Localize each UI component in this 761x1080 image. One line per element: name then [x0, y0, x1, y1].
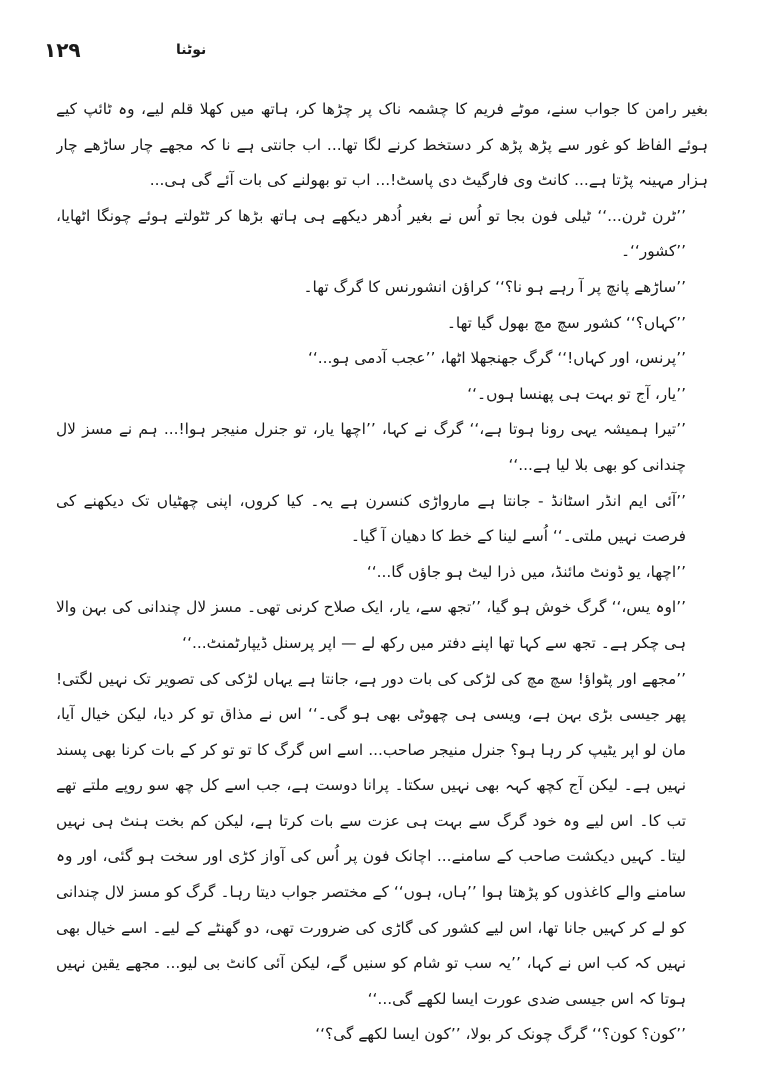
paragraph: بغیر رامن کا جواب سنے، موٹے فریم کا چشمہ ناک پر چڑھا کر، ہاتھ میں کھلا قلم لیے، وہ ٹائپ کیے ہوئے الفاظ کو غور سے پڑھ پڑھ کر دستخط کرنے لگا تھا... اب جانتی ہے نا کہ مجھے چار ساڑھے چار ہزار مہینہ پڑتا ہے... کانٹ وی فارگیٹ دی پاسٹ!... اب تو بھولنے کی بات آئے گی ہی... [56, 100, 708, 190]
paragraph: ’’یار، آج تو بہت ہی پھنسا ہوں۔‘‘ [467, 384, 686, 403]
paragraph: ’’اچھا، یو ڈونٹ مائنڈ، میں ذرا لیٹ ہو جاؤں گا...‘‘ [366, 562, 686, 581]
paragraph: ’’مجھے اور پٹواؤ! سچ مچ کی لڑکی کی بات دور ہے، جانتا ہے یہاں لڑکی کی تصویر تک نہیں لگتی! پھر جیسی بڑی بہن ہے، ویسی ہی چھوٹی بھی ہو گی۔‘‘ اس نے مذاق تو کر دیا، لیکن خیال آیا، مان لو اپر یٹیپ کر رہا ہو؟ جنرل منیجر صاحب... اسے اس گرگ کا تو تو کر کے بات کرنا بھی پسند نہیں ہے۔ لیکن آج کچھ کہہ بھی نہیں سکتا۔ پرانا دوست ہے، جب اسے کل چھ سو روپے ملتے تھے تب کا۔ اس لیے وہ خود گرگ سے بہت ہی عزت سے بات کرتا ہے، لیکن کم بخت ہنٹ ہی نہیں لیتا۔ کہیں دیکشت صاحب کے سامنے... اچانک فون پر اُس کی آواز کڑی اور سخت ہو گئی، اور وہ سامنے والے کاغذوں کو پڑھتا ہوا ’’ہاں، ہوں‘‘ کے مختصر جواب دیتا رہا۔ گرگ کو مسز لال چندانی کو لے کر کہیں جانا تھا، اس لیے کشور کی گاڑی کی ضرورت تھی، دو گھنٹے کے لیے۔ اسے خیال بھی نہیں کہ کب اس نے کہا، ’’یہ سب تو شام کو سنیں گے، لیکن آئی کانٹ بی لیو... مجھے یقین نہیں ہوتا کہ اس جیسی ضدی عورت ایسا لکھے گی...‘‘ [56, 669, 686, 1008]
body-text [56, 92, 708, 1052]
paragraph: ’’کون؟ کون؟‘‘ گرگ چونک کر بولا، ’’کون ایسا لکھے گی؟‘‘ [315, 1025, 686, 1044]
paragraph: ’’کہاں؟‘‘ کشور سچ مچ بھول گیا تھا۔ [446, 313, 686, 332]
paragraph: ’’تیرا ہمیشہ یہی رونا ہوتا ہے،‘‘ گرگ نے کہا، ’’اچھا یار، تو جنرل منیجر ہوا!... ہم نے مسز لال چندانی کو بھی بلا لیا ہے...‘‘ [56, 420, 686, 474]
page-header [40, 38, 720, 68]
paragraph: ’’ساڑھے پانچ پر آ رہے ہو نا؟‘‘ کراؤن انشورنس کا گرگ تھا۔ [303, 277, 686, 296]
paragraph: ’’اوہ یس،‘‘ گرگ خوش ہو گیا، ’’تجھ سے، یار، ایک صلاح کرنی تھی۔ مسز لال چندانی کی بہن والا ہی چکر ہے۔ تجھ سے کہا تھا اپنے دفتر میں رکھ لے — اپر پرسنل ڈیپارٹمنٹ...‘‘ [56, 598, 686, 652]
running-title: نوٹنا [176, 42, 207, 58]
page-number: ۱۲۹ [44, 38, 81, 62]
paragraph: ’’ٹرن ٹرن...‘‘ ٹیلی فون بجا تو اُس نے بغیر اُدھر دیکھے ہی ہاتھ بڑھا کر ٹٹولتے ہوئے چونگا اٹھایا، ’’کشور‘‘۔ [56, 206, 686, 261]
paragraph: ’’آئی ایم انڈر اسٹانڈ - جانتا ہے مارواڑی کنسرن ہے یہ۔ کیا کروں، اپنی چھٹیاں تک دیکھنے کی فرصت نہیں ملتی۔‘‘ اُسے لینا کے خط کا دھیان آ گیا۔ [56, 491, 686, 546]
paragraph: ’’پرنس، اور کہاں!‘‘ گرگ جھنجھلا اٹھا، ’’عجب آدمی ہو...‘‘ [307, 349, 686, 368]
